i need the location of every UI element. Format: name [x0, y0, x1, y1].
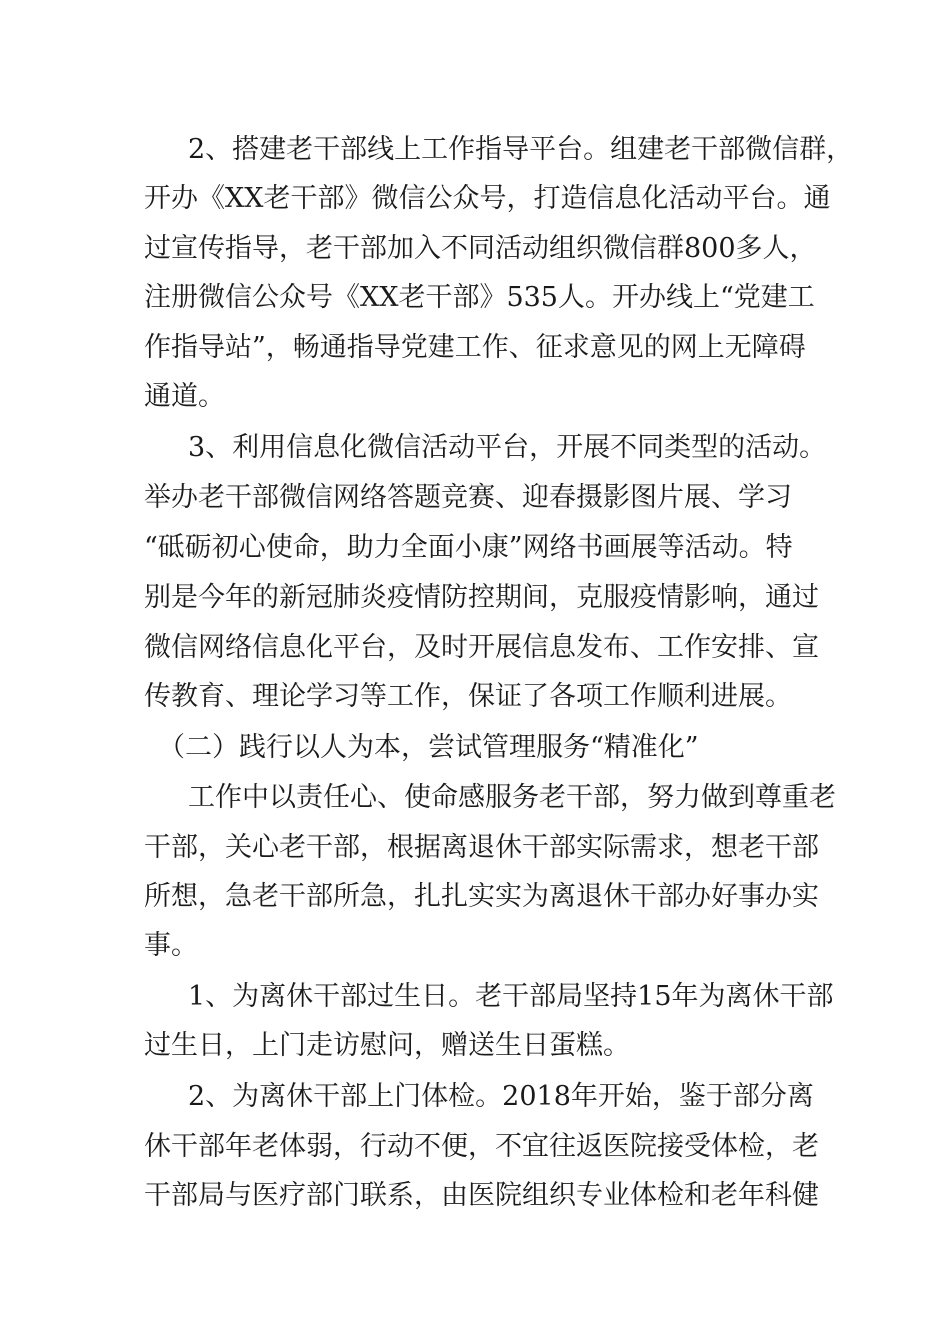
text-line-3: 过宣传指导，老干部加入不同活动组织微信群800多人， — [144, 233, 817, 264]
text-line-2: 开办《XX老干部》微信公众号，打造信息化活动平台。通 — [144, 183, 831, 214]
text-line-18: 1、为离休干部过生日。老干部局坚持15年为离休干部 — [188, 981, 834, 1012]
text-line-21: 休干部年老体弱，行动不便，不宜往返医院接受体检，老 — [144, 1131, 819, 1162]
text-line-22: 干部局与医疗部门联系，由医院组织专业体检和老年科健 — [144, 1180, 819, 1211]
text-line-10: 别是今年的新冠肺炎疫情防控期间，克服疫情影响，通过 — [144, 582, 819, 613]
text-line-14: 工作中以责任心、使命感服务老干部，努力做到尊重老 — [188, 782, 836, 813]
text-line-5: 作指导站”，畅通指导党建工作、征求意见的网上无障碍 — [144, 332, 806, 363]
text-line-15: 干部，关心老干部，根据离退休干部实际需求，想老干部 — [144, 832, 819, 863]
text-line-9: “砥砺初心使命，助力全面小康”网络书画展等活动。特 — [144, 532, 793, 563]
text-line-11: 微信网络信息化平台，及时开展信息发布、工作安排、宣 — [144, 632, 819, 663]
text-line-19: 过生日，上门走访慰问，赠送生日蛋糕。 — [144, 1030, 630, 1061]
section-heading: （二）践行以人为本，尝试管理服务“精准化” — [158, 732, 699, 763]
text-line-1: 2、搭建老干部线上工作指导平台。组建老干部微信群， — [188, 134, 854, 165]
text-line-17: 事。 — [144, 930, 198, 961]
text-line-16: 所想，急老干部所急，扎扎实实为离退休干部办好事办实 — [144, 881, 819, 912]
text-line-20: 2、为离休干部上门体检。2018年开始，鉴于部分离 — [188, 1081, 814, 1112]
text-line-6: 通道。 — [144, 381, 225, 412]
text-line-8: 举办老干部微信网络答题竞赛、迎春摄影图片展、学习 — [144, 482, 792, 513]
text-line-7: 3、利用信息化微信活动平台，开展不同类型的活动。 — [188, 432, 827, 463]
text-line-12: 传教育、理论学习等工作，保证了各项工作顺利进展。 — [144, 681, 792, 712]
text-line-4: 注册微信公众号《XX老干部》535人。开办线上“党建工 — [144, 282, 815, 313]
